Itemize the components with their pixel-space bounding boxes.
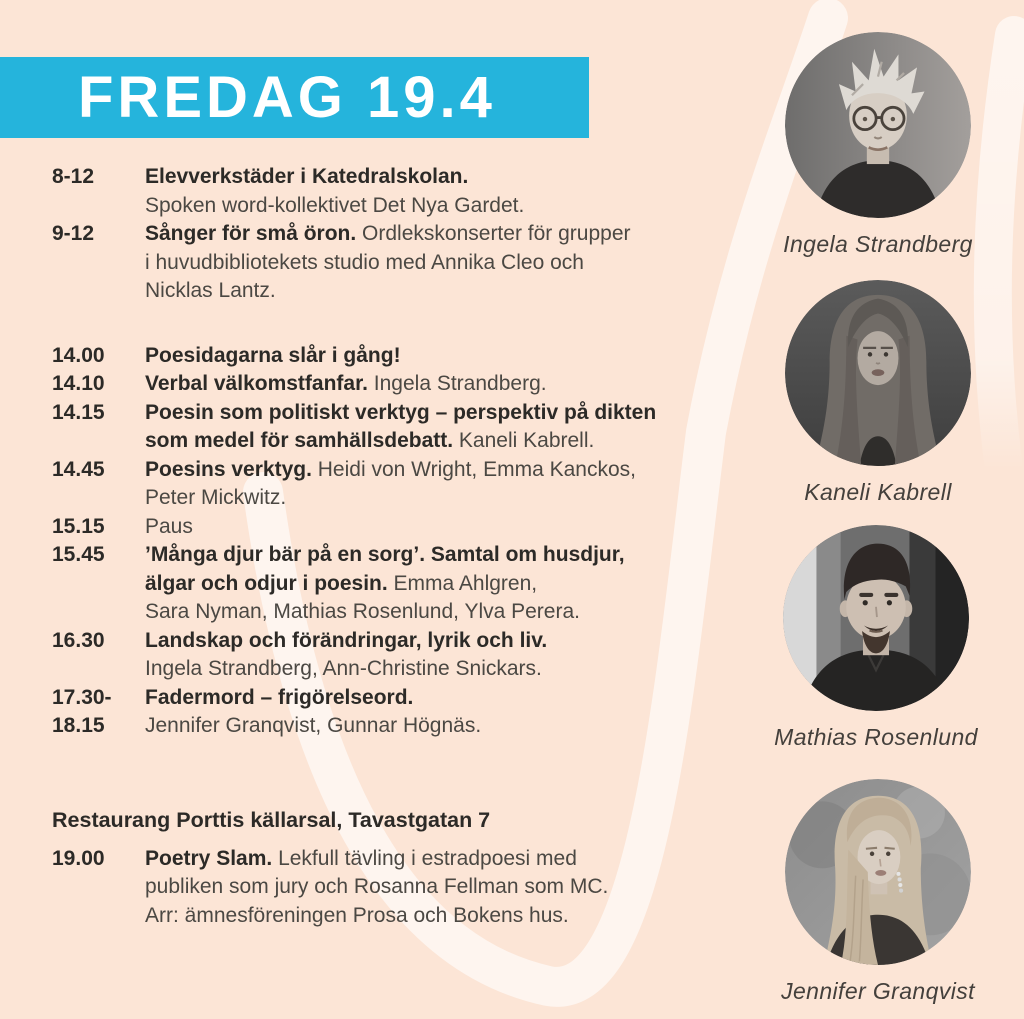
time-label: 14.45 — [52, 457, 105, 481]
portrait-caption: Ingela Strandberg — [783, 231, 973, 257]
programme-row — [52, 163, 656, 220]
programme-row — [52, 399, 656, 456]
programme-list — [52, 163, 656, 741]
event-description — [145, 684, 413, 713]
time-label: 14.15 — [52, 400, 105, 424]
programme-row — [52, 342, 656, 371]
avatar-photo — [785, 32, 971, 218]
venue-heading: Restaurang Porttis källarsal, Tavastgatan 7 — [52, 808, 491, 832]
programme-row — [52, 513, 656, 542]
time-label: 17.30- — [52, 685, 112, 709]
time-label: 15.15 — [52, 514, 105, 538]
event-text-line: publiken som jury och Rosanna Fellman som MC. — [145, 875, 609, 898]
programme-row — [52, 712, 656, 741]
event-description — [145, 399, 656, 456]
event-text-line: Poesins verktyg. Heidi von Wright, Emma Kanckos, — [145, 457, 636, 481]
programme-row — [52, 684, 656, 713]
portrait-jennifer-granqvist — [768, 779, 988, 1005]
event-text-line: Elevverkstäder i Katedralskolan. — [145, 165, 469, 188]
programme-row — [52, 456, 656, 513]
event-text-line: Peter Mickwitz. — [145, 486, 287, 509]
event-description — [145, 712, 481, 741]
event-description — [145, 370, 547, 399]
event-description — [145, 456, 636, 513]
header-banner — [0, 57, 589, 138]
time-label: 16.30 — [52, 628, 105, 652]
event-text-line: Jennifer Granqvist, Gunnar Högnäs. — [145, 714, 482, 737]
avatar-photo — [783, 525, 969, 711]
event-text-line: ’Många djur bär på en sorg’. Samtal om husdjur, — [145, 543, 625, 566]
event-text-line: Nicklas Lantz. — [145, 279, 276, 302]
event-text-line: Spoken word-kollektivet Det Nya Gardet. — [145, 193, 525, 217]
programme-row — [52, 627, 656, 684]
event-text-line: Verbal välkomstfanfar. Ingela Strandberg. — [145, 372, 547, 395]
portrait-caption: Jennifer Granqvist — [781, 978, 975, 1004]
event-text-line: Arr: ämnesföreningen Prosa och Bokens hus. — [145, 903, 569, 927]
time-label: 14.00 — [52, 343, 105, 367]
event-text-line: Sånger för små öron. Ordlekskonserter för grupper — [145, 222, 631, 245]
time-label: 18.15 — [52, 714, 105, 737]
portrait-ingela-strandberg — [768, 32, 988, 258]
event-text-line: i huvudbibliotekets studio med Annika Cleo och — [145, 250, 584, 274]
venue-programme-list — [52, 845, 608, 931]
avatar-photo — [785, 779, 971, 965]
programme-row — [52, 541, 656, 627]
programme-row — [52, 845, 608, 931]
event-text-line: Poesin som politiskt verktyg – perspektiv på dikten — [145, 400, 657, 424]
avatar-photo — [785, 280, 971, 466]
portrait-caption: Kaneli Kabrell — [804, 479, 952, 505]
time-label: 15.45 — [52, 543, 105, 566]
event-text-line: Fadermord – frigörelseord. — [145, 685, 414, 709]
event-text-line: Landskap och förändringar, lyrik och liv. — [145, 628, 548, 652]
programme-row — [52, 370, 656, 399]
portrait-caption: Mathias Rosenlund — [774, 724, 978, 750]
event-description — [145, 342, 401, 371]
event-description — [145, 627, 547, 684]
event-description — [145, 513, 193, 542]
page-title: FREDAG 19.4 — [78, 64, 496, 130]
event-text-line: Poesidagarna slår i gång! — [145, 343, 401, 367]
time-label: 8-12 — [52, 165, 95, 188]
time-label: 9-12 — [52, 222, 95, 245]
event-text-line: som medel för samhällsdebatt. Kaneli Kabrell. — [145, 429, 595, 452]
event-text-line: Paus — [145, 514, 193, 538]
event-text-line: älgar och odjur i poesin. Emma Ahlgren, — [145, 571, 538, 595]
event-description — [145, 163, 524, 220]
event-description — [145, 845, 608, 931]
portrait-mathias-rosenlund — [766, 525, 986, 751]
event-description — [145, 541, 625, 627]
event-description — [145, 220, 631, 306]
event-text-line: Sara Nyman, Mathias Rosenlund, Ylva Perera. — [145, 600, 580, 623]
event-text-line: Ingela Strandberg, Ann-Christine Snickars. — [145, 657, 542, 680]
venue-section — [52, 806, 608, 930]
time-label: 19.00 — [52, 846, 105, 870]
event-text-line: Poetry Slam. Lekfull tävling i estradpoesi med — [145, 846, 577, 870]
time-label: 14.10 — [52, 372, 105, 395]
portrait-kaneli-kabrell — [768, 280, 988, 506]
programme-row — [52, 220, 656, 306]
